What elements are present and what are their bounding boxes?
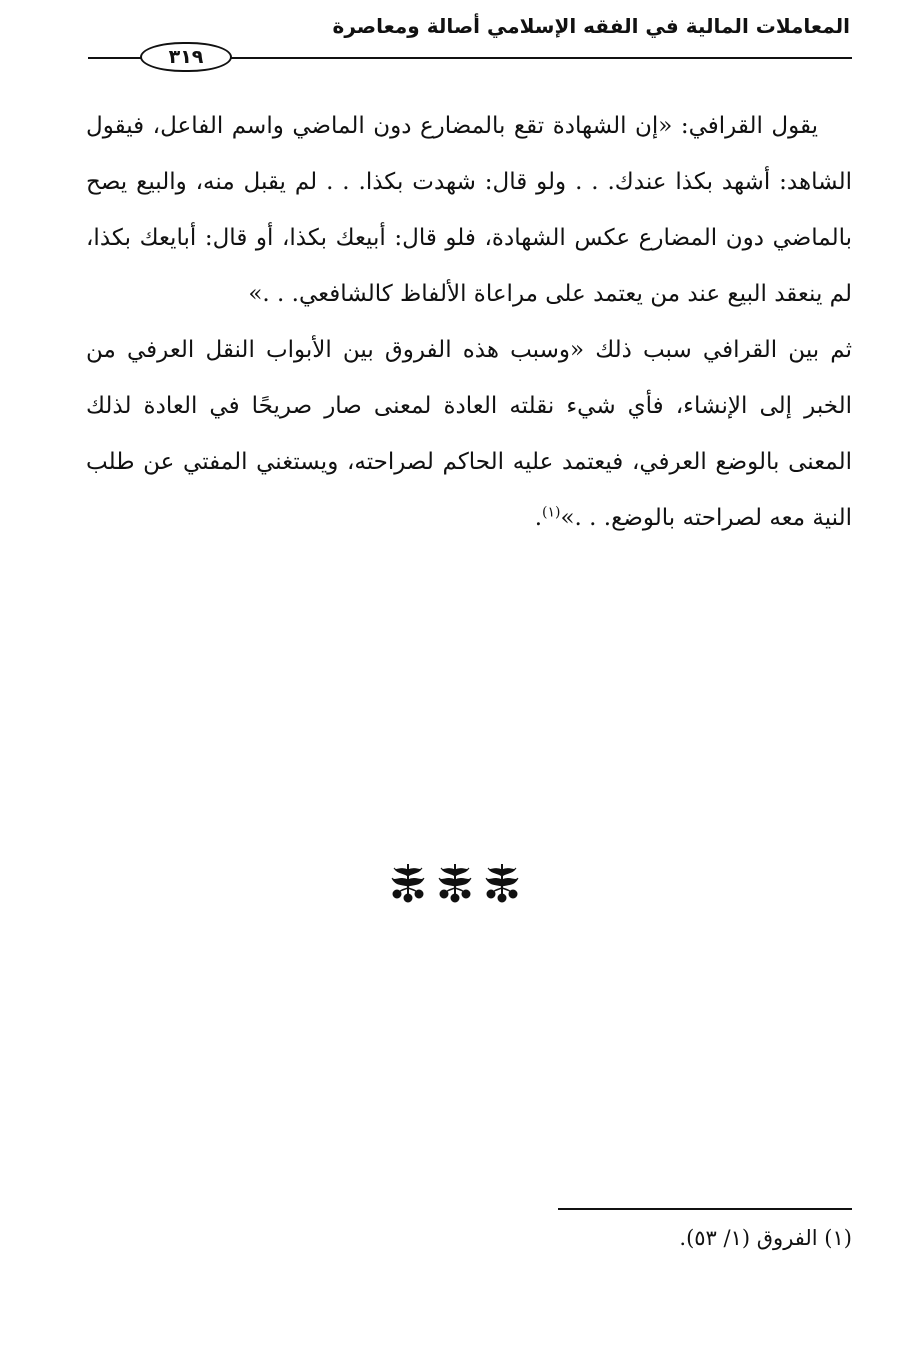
footnote: (١) الفروق (١/ ٥٣). (679, 1226, 852, 1250)
footnote-reference: (١) (542, 504, 561, 521)
paragraph-explanation-text: ثم بين القرافي سبب ذلك «وسبب هذه الفروق بين الأبواب النقل العرفي من الخبر إلى الإنشاء، فأي شيء نقلته العادة لمعنى صار صريحًا في العادة لذلك المعنى بالوضع العرفي، فيعتمد عليه الحاكم لصراحته، ويستغني المفتي عن طلب النية معه لصراحته بالوضع. . .» (86, 337, 852, 531)
running-title: المعاملات المالية في الفقه الإسلامي أصالة ومعاصرة (332, 14, 850, 38)
footnote-rule (558, 1208, 852, 1210)
paragraph-quote-qarafi: يقول القرافي: «إن الشهادة تقع بالمضارع دون الماضي واسم الفاعل، فيقول الشاهد: أشهد بكذا عندك. . . ولو قال: شهدت بكذا. . . لم يقبل منه، والبيع يصح بالماضي دون المضارع عكس الشهادة، فلو قال: أبيعك بكذا، أو قال: أبايعك بكذا، لم ينعقد البيع عند من يعتمد على مراعاة الألفاظ كالشافعي. . .» (86, 113, 852, 307)
paragraph-end-period: . (534, 505, 543, 531)
body-text (86, 98, 852, 546)
floral-ornament-icon (437, 858, 473, 904)
section-end-ornament (390, 858, 520, 908)
floral-ornament-icon (390, 858, 426, 904)
floral-ornament-icon (484, 858, 520, 904)
page-number: ٣١٩ (140, 42, 232, 72)
paragraph-explanation (86, 322, 852, 546)
